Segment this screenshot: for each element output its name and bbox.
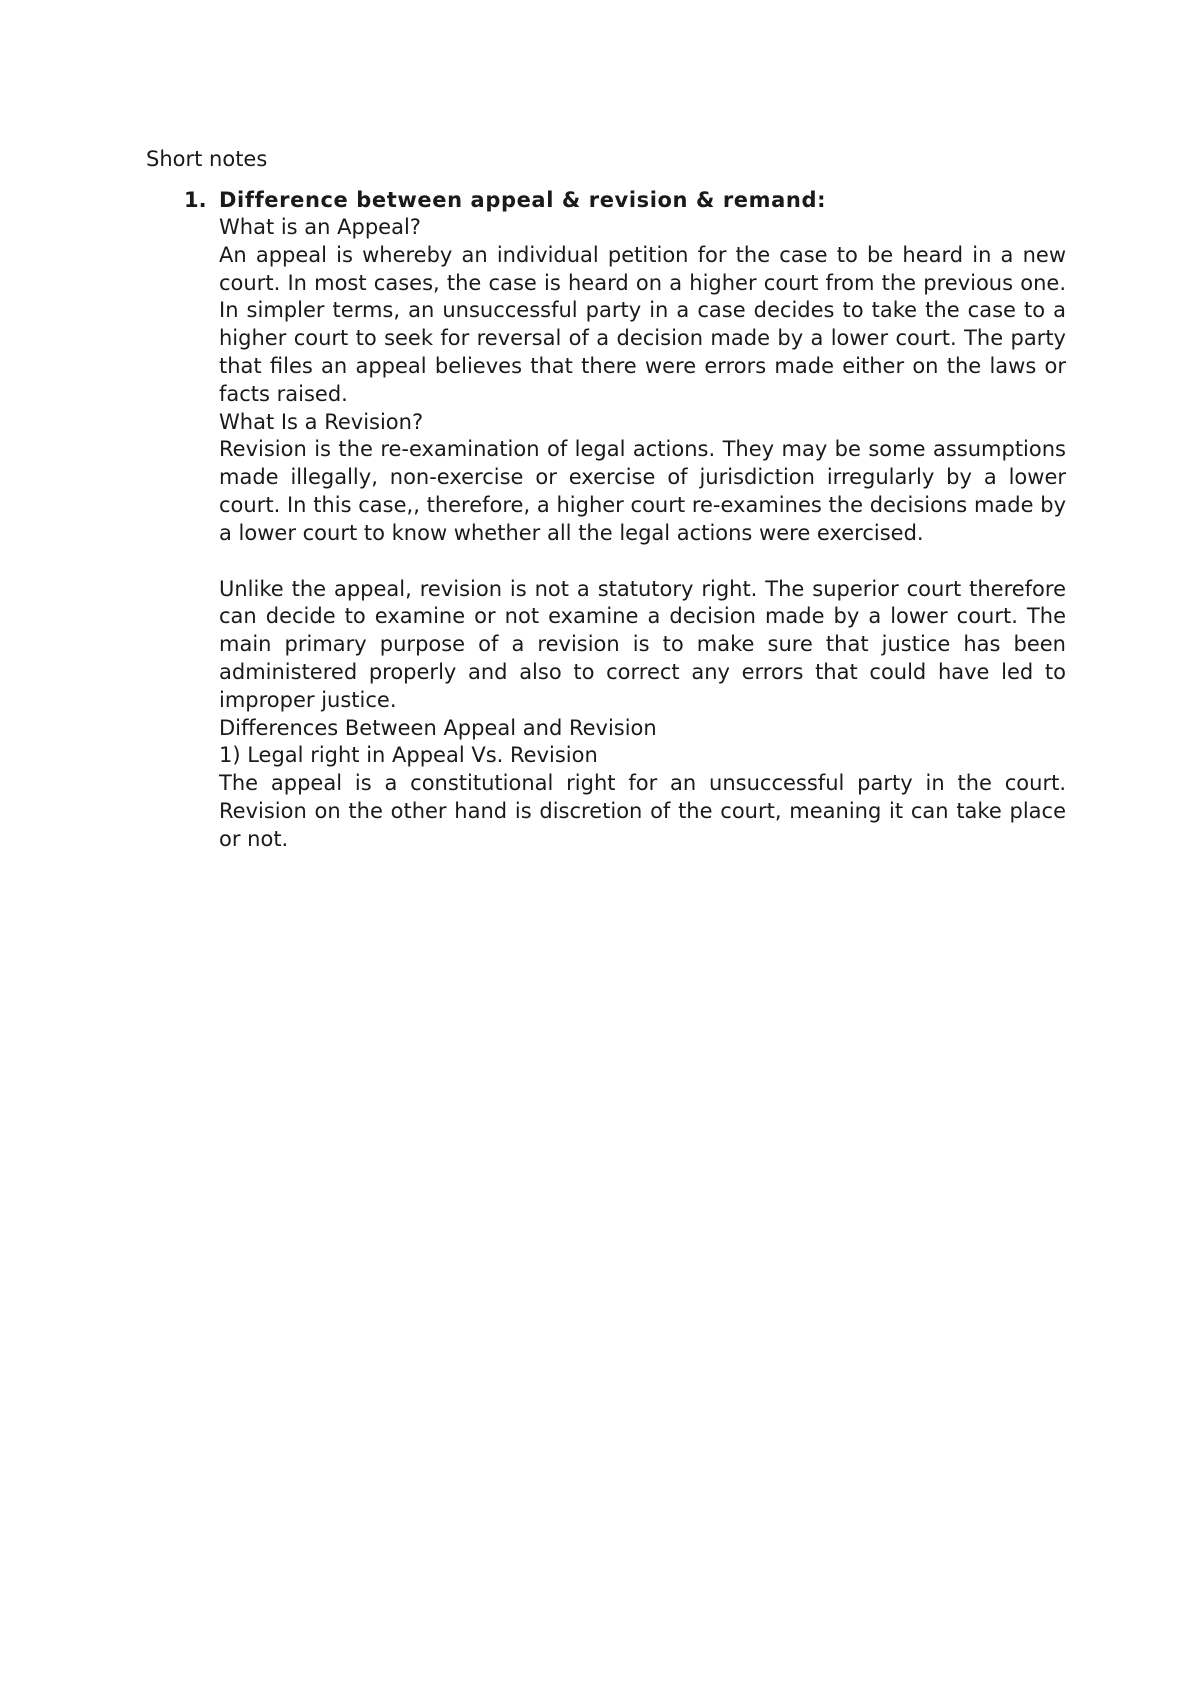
point-1-title: 1) Legal right in Appeal Vs. Revision — [219, 743, 598, 768]
list-item — [146, 186, 1066, 854]
point-1-text: The appeal is a constitutional right for an unsuccessful party in the court. Revision on the other hand is discretion of the court, meaning it can take place or not. — [219, 771, 1066, 851]
revision-question: What Is a Revision? — [219, 409, 424, 434]
differences-heading: Differences Between Appeal and Revision — [219, 715, 657, 740]
appeal-paragraph: An appeal is whereby an individual petition for the case to be heard in a new court. In most cases, the case is heard on a higher court from the previous one. In simpler terms, an unsuccessful party in a case decides to take the case to a higher court to seek for reversal of a decision made by a lower court. The party that files an appeal believes that there were errors made either on the laws or facts raised. — [219, 242, 1066, 406]
unlike-paragraph: Unlike the appeal, revision is not a statutory right. The superior court therefore can decide to examine or not examine a decision made by a lower court. The main primary purpose of a revision is to make sure that justice has been administered properly and also to correct any errors that could have led to improper justice. — [219, 576, 1066, 712]
document-title: Short notes — [146, 147, 268, 171]
numbered-list — [146, 186, 1066, 854]
revision-paragraph: Revision is the re-examination of legal actions. They may be some assumptions made illegally, non-exercise or exercise of jurisdiction irregularly by a lower court. In this case,, therefore, a higher court re-examines the decisions made by a lower court to know whether all the legal actions were exercised. — [219, 437, 1066, 545]
appeal-question: What is an Appeal? — [219, 215, 421, 239]
section-heading: Difference between appeal & revision & remand: — [219, 188, 827, 212]
paragraph-spacer — [219, 548, 1066, 576]
list-item-number: 1. — [184, 188, 207, 212]
